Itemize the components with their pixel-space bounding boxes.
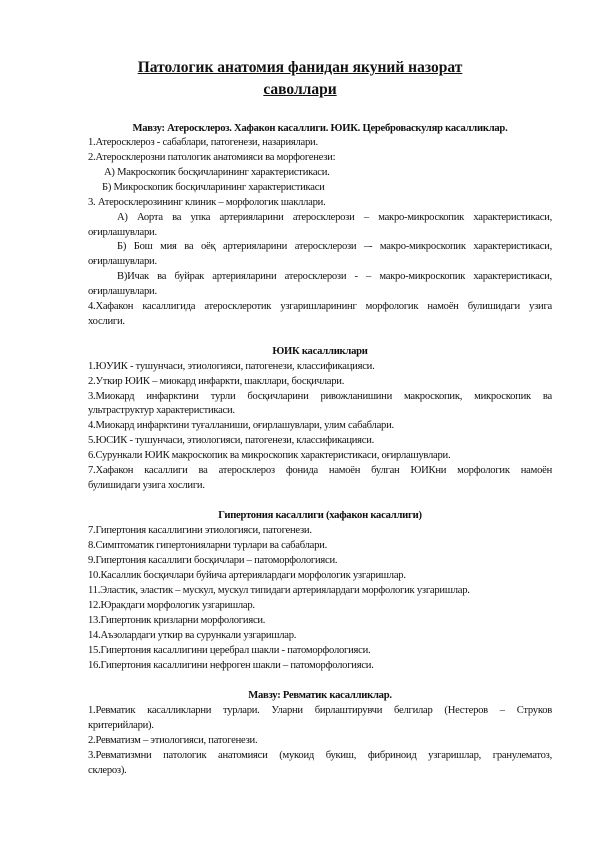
question-line: 4.Миокард инфарктини туғалланиши, оғирлашувлари, улим сабаблари. (88, 420, 394, 431)
section-heading-hypertension: Гипертония касаллиги (хафакон касаллиги) (218, 510, 422, 521)
question-line: 1.Ревматик касалликларни турлари. Уларни бирлаштирувчи белгилар (Нестеров – Струков (88, 705, 552, 716)
question-line: В)Ичак ва буйрак артерияларини атеросклерози - – макро-микроскопик характеристикаси, (117, 271, 552, 282)
section-heading-rheumatic: Мавзу: Ревматик касалликлар. (248, 690, 392, 701)
question-line: 2.Ревматизм – этиологияси, патогенези. (88, 735, 258, 746)
question-line: 7.Гипертония касаллигини этиологияси, патогенези. (88, 525, 312, 536)
question-line: 5.ЮСИК - тушунчаси, этиологияси, патогенези, классификацияси. (88, 435, 375, 446)
question-line: ультраструктур характеристикаси. (88, 405, 235, 416)
question-line: 11.Эластик, эластик – мускул, мускул типидаги артериялардаги морфологик узгаришлар. (88, 585, 470, 596)
question-line: 1.ЮУИК - тушунчаси, этиологияси, патогенези, классификацияси. (88, 361, 375, 372)
title-line-2: саволлари (263, 81, 337, 98)
question-line: 2.Атеросклерозни патологик анатомияси ва морфогенези: (88, 152, 336, 163)
question-line: 8.Симптоматик гипертонияларни турлари ва сабаблари. (88, 540, 327, 551)
question-line: 10.Касаллик босқичлари буйича артериялардаги морфологик узгаришлар. (88, 570, 406, 581)
question-line: 3.Ревматизмни патологик анатомияси (мукоид букиш, фибриноид узгаришлар, гранулематоз, (88, 750, 552, 761)
question-line: хослиги. (88, 316, 125, 327)
question-line: 16.Гипертония касаллигини нефроген шакли – патоморфологияси. (88, 660, 374, 671)
question-line: 3.Миокард инфарктини турли босқичларини ривожланишини макроскопик, микроскопик ва (88, 391, 552, 402)
question-line: 13.Гипертоник кризларни морфологияси. (88, 615, 266, 626)
section-heading-atherosclerosis: Мавзу: Атеросклероз. Хафакон касаллиги. ЮИК. Цереброваскуляр касалликлар. (132, 123, 508, 134)
question-line: 14.Аъзолардаги уткир ва сурункали узгаришлар. (88, 630, 297, 641)
question-line: оғирлашувлари. (88, 286, 157, 297)
question-line: 1.Атеросклероз - сабаблари, патогенези, назариялари. (88, 137, 318, 148)
question-line: 15.Гипертония касаллигини церебрал шакли - патоморфологияси. (88, 645, 371, 656)
section-heading-ihd: ЮИК касалликлари (272, 346, 368, 357)
question-line: оғирлашувлари. (88, 256, 157, 267)
question-line: критерийлари). (88, 720, 154, 731)
question-line: 4.Хафакон касаллигида атеросклеротик узгаришларининг морфологик намоён булишидаги узига (88, 301, 552, 312)
question-line: оғирлашувлари. (88, 227, 157, 238)
question-line: Б) Микроскопик босқичларининг характеристикаси (102, 182, 325, 193)
question-line: 9.Гипертония касаллиги босқичлари – патоморфологияси. (88, 555, 338, 566)
question-line: 6.Сурункали ЮИК макроскопик ва микроскопик характеристикаси, оғирлашувлари. (88, 450, 451, 461)
question-line: 7.Хафакон касаллиги ва атеросклероз фонида намоён булган ЮИКни морфологик намоён (88, 465, 552, 476)
question-line: склероз). (88, 765, 127, 776)
document-title (80, 57, 520, 101)
question-line: 12.Юракдаги морфологик узгаришлар. (88, 600, 255, 611)
question-line: булишидаги узига хослиги. (88, 480, 205, 491)
question-line: Б) Бош мия ва оёқ артерияларини атеросклерози –- макро-микроскопик характеристикаси, (117, 241, 552, 252)
question-line: А) Макроскопик босқичларининг характеристикаси. (104, 167, 330, 178)
title-line-1: Патологик анатомия фанидан якуний назорат (137, 59, 463, 76)
question-line: 2.Уткир ЮИК – миокард инфаркти, шакллари, босқичлари. (88, 376, 345, 387)
question-line: А) Аорта ва упка артерияларини атеросклерози – макро-микроскопик характеристикаси, (117, 212, 552, 223)
question-line: 3. Атеросклерозининг клиник – морфологик шакллари. (88, 197, 326, 208)
